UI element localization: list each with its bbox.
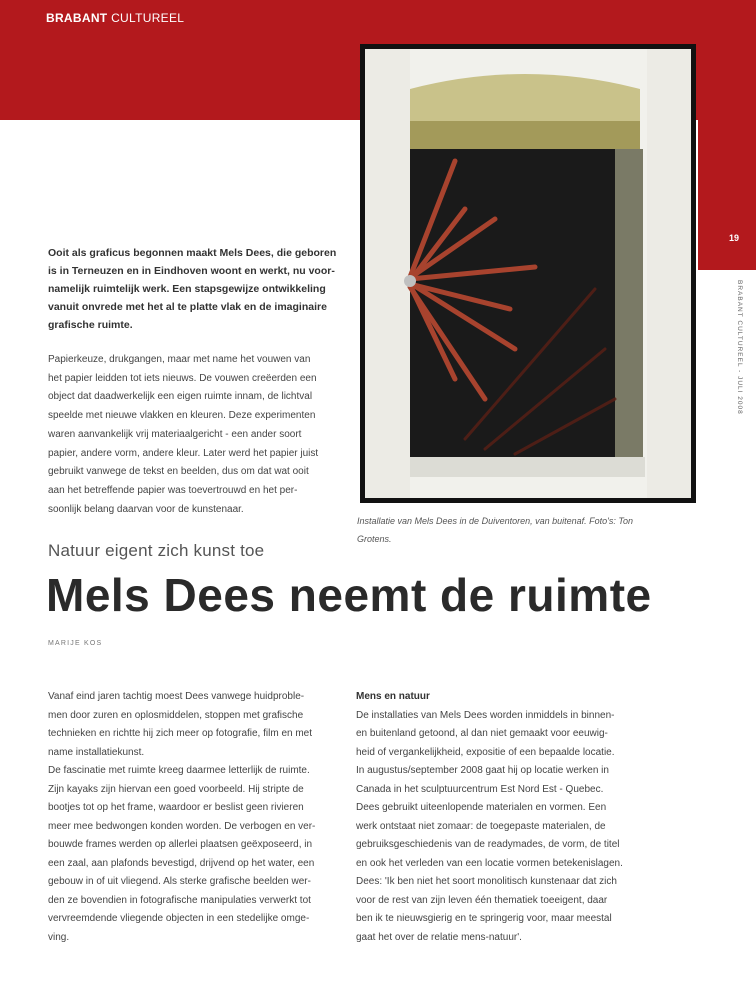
body-line: men door zuren en oplosmiddelen, stoppen met grafische	[48, 709, 304, 721]
body-line: soonlijk belang daarvan voor de kunstenaar.	[48, 503, 244, 515]
intro-paragraph	[48, 244, 338, 334]
intro-line: Ooit als graficus begonnen maakt Mels Dees, die geboren	[48, 247, 337, 259]
body-line: speelde met nieuwe vlakken en kleuren. Deze experimenten	[48, 410, 316, 422]
body-line: gaat het over de relatie mens-natuur'.	[356, 931, 522, 943]
masthead-section: CULTUREEL	[111, 11, 185, 25]
side-band	[698, 120, 756, 270]
body-line: Papierkeuze, drukgangen, maar met name het vouwen van	[48, 354, 311, 365]
body-line: een zaal, aan plafonds bevestigd, drijvend op het water, een	[48, 857, 315, 869]
body-line: en buitenland getoond, al dan niet gemaakt voor eeuwig-	[356, 728, 608, 739]
kicker: Natuur eigent zich kunst toe	[48, 541, 265, 560]
page-number: 19	[729, 233, 740, 243]
intro-line: vanuit onvrede met het al te platte vlak en de imaginaire	[48, 301, 327, 313]
body-line: meer mee bedwongen konden worden. De verbogen en ver-	[48, 820, 316, 832]
body-line: ving.	[48, 931, 70, 943]
body-line: gebruiksgeschiedenis van de readymades, de vorm, de titel	[356, 839, 620, 850]
masthead	[46, 11, 184, 25]
body-line: papier, andere vorm, andere kleur. Later werd het papier juist	[48, 447, 319, 459]
masthead-brand: BRABANT	[46, 11, 108, 25]
body-line: In augustus/september 2008 gaat hij op locatie werken in	[356, 765, 609, 776]
author-byline: MARIJE KOS	[48, 640, 103, 647]
body-line: gebruikt vanwege de tekst en beelden, dus om dat wat ooit	[48, 466, 309, 478]
caption-line: Grotens.	[357, 534, 392, 544]
body-line: Dees gebruikt uiteenlopende materialen en vormen. Een	[356, 802, 607, 813]
body-line: technieken en richtte hij zich meer op fotografie, film en met	[48, 728, 313, 739]
body-line: Dees: 'Ik ben niet het soort monolitisch kunstenaar dat zich	[356, 876, 617, 887]
body-line: werk ontstaat niet zomaar: de toegepaste materialen, de	[356, 820, 606, 832]
installation-illustration	[365, 49, 691, 498]
body-line: vervreemdende vliegende objecten in een stedelijke omge-	[48, 913, 310, 924]
intro-line: grafische ruimte.	[48, 319, 133, 331]
body-line: den ze bovendien in fotografische manipulaties verwerkt tot	[48, 894, 311, 906]
body-line: voor de rest van zijn leven één thematiek toeeigent, daar	[356, 894, 608, 906]
caption-line: Installatie van Mels Dees in de Duiventoren, van buitenaf. Foto's: Ton	[357, 516, 634, 526]
body-line: waren aanvankelijk vrij materiaalgericht - een ander soort	[48, 428, 302, 440]
body-line: Zijn kayaks zijn hiervan een goed voorbeeld. Hij stripte de	[48, 783, 304, 795]
body-line: De fascinatie met ruimte kreeg daarmee letterlijk de ruimte.	[48, 765, 310, 776]
column-left	[48, 688, 348, 947]
body-line: object dat daadwerkelijk een eigen ruimte innam, de lichtval	[48, 391, 313, 403]
body-line: De installaties van Mels Dees worden inmiddels in binnen-	[356, 709, 615, 721]
intro-line: is in Terneuzen en in Eindhoven woont en werkt, nu voor-	[48, 265, 335, 277]
body-line: Vanaf eind jaren tachtig moest Dees vanwege huidproble-	[48, 691, 305, 702]
headline: Mels Dees neemt de ruimte	[46, 569, 652, 621]
body-line: Canada in het sculptuurcentrum Est Nord Est - Quebec.	[356, 783, 604, 795]
body-line: het papier leidden tot iets nieuws. De vouwen creëerden een	[48, 372, 317, 384]
body-line: bootjes tot op het frame, waardoor er beslist geen rivieren	[48, 802, 304, 813]
body-line: heid of vergankelijkheid, expositie of een bepaalde locatie.	[356, 746, 615, 758]
body-line: gebouw in of uit vliegend. Als sterke grafische beelden wer-	[48, 876, 311, 887]
body-line: name installatiekunst.	[48, 746, 145, 758]
intro-line: namelijk ruimtelijk werk. Een stapsgewijze ontwikkeling	[48, 283, 326, 295]
column-right	[356, 688, 656, 947]
photo-image	[365, 49, 691, 498]
installation-photo	[360, 44, 696, 503]
body-line: en ook het verleden van een locatie vormen betekenislagen.	[356, 857, 623, 869]
photo-caption	[357, 512, 677, 548]
body-line: ben ik te nieuwsgierig en te springerig voor, maar meestal	[356, 913, 612, 924]
side-running-text: BRABANT CULTUREEL - JULI 2008	[736, 280, 743, 415]
body-paragraph-1	[48, 351, 338, 519]
section-heading: Mens en natuur	[356, 691, 430, 702]
body-line: bouwde frames werden op allerlei plaatsen geëxposeerd, in	[48, 839, 313, 850]
body-line: aan het betreffende papier was toevertrouwd en het per-	[48, 484, 298, 496]
